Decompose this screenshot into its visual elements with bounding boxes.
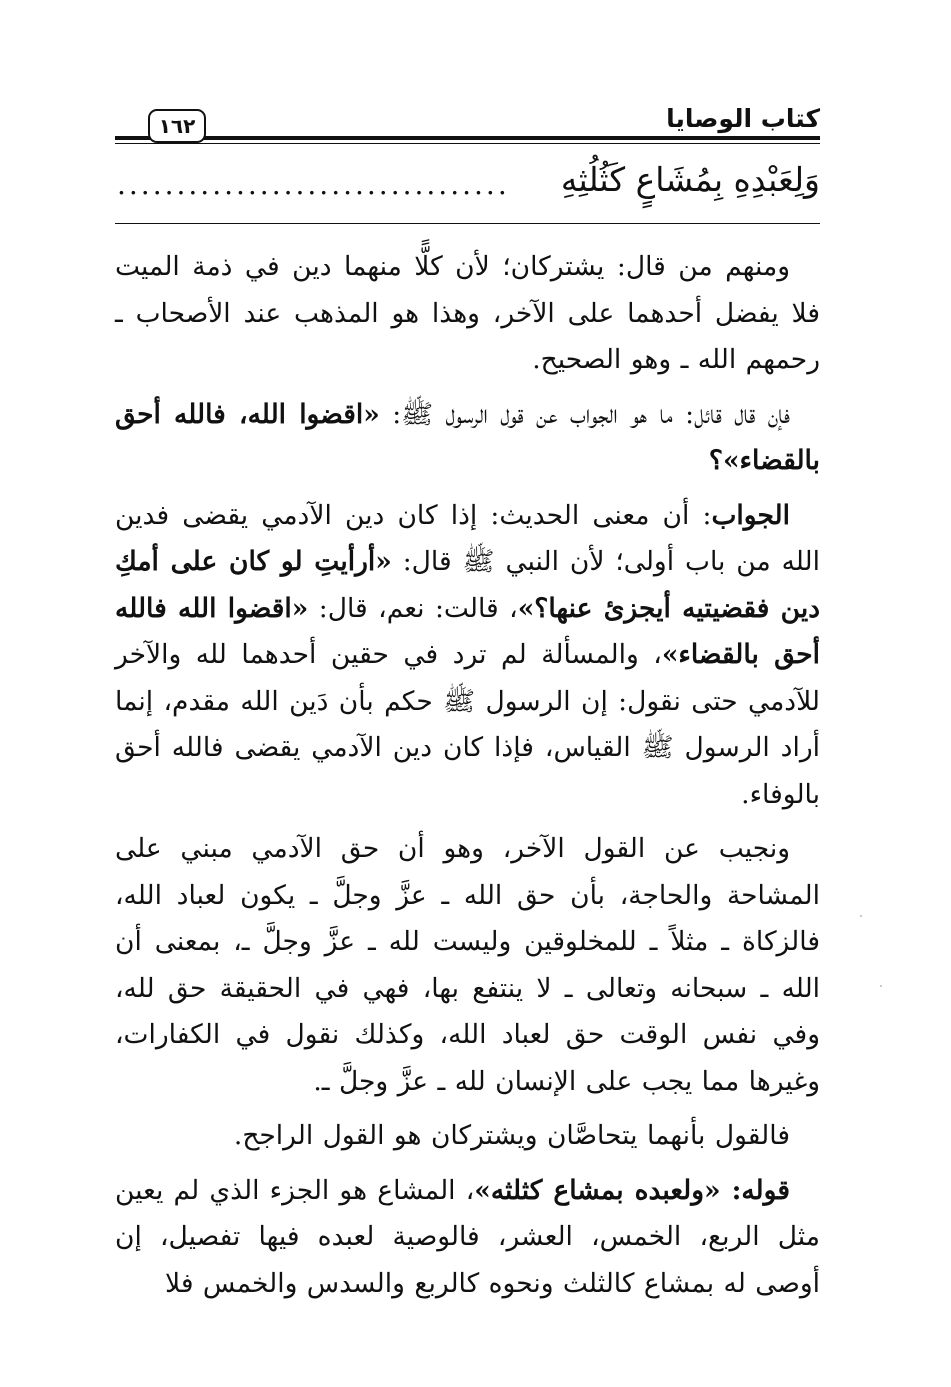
header-rule-thick xyxy=(115,136,820,140)
paragraph xyxy=(115,1168,820,1308)
bold-segment: «اقضوا الله فالله أحق بالقضاء» xyxy=(115,592,820,670)
book-title: كتاب الوصايا xyxy=(666,104,820,133)
matn-line xyxy=(115,148,820,230)
bold-segment: «اقضوا الله، فالله أحق بالقضاء»؟ xyxy=(115,398,820,476)
book-page xyxy=(115,90,820,1315)
header-rule-thin xyxy=(115,143,820,144)
matn-dots: ................................. xyxy=(117,168,510,201)
paragraph xyxy=(115,493,820,819)
bold-segment: «ولعبده بمشاع كثلثه» xyxy=(474,1174,721,1206)
commentary-body xyxy=(115,244,820,1307)
scan-speck xyxy=(860,915,862,917)
paragraph xyxy=(115,392,820,485)
paragraph xyxy=(115,1113,820,1160)
text-segment: فإن قال قائل: ما هو الجواب عن قول الرسول ﷺ: xyxy=(379,398,790,430)
text-segment: ، والمسألة لم ترد في حقين أحدهما لله والآخر للآدمي حتى نقول: إن الرسول ﷺ حكم بأن دَين الله مقدم، إنما أراد الرسول ﷺ القياس، فإذا كان دين الآدمي يقضى فالله أحق بالوفاء. xyxy=(115,639,820,810)
bold-segment: الجواب xyxy=(711,499,790,531)
page-number: ١٦٢ xyxy=(148,109,206,143)
matn-text: وَلِعَبْدِهِ بِمُشَاعٍ كَثُلُثِهِ xyxy=(560,160,820,199)
text-segment: ومنهم من قال: يشتركان؛ لأن كلًّا منهما دين في ذمة الميت فلا يفضل أحدهما على الآخر، وهذا هو المذهب عند الأصحاب ـ رحمهم الله ـ وهو الصحيح. xyxy=(115,251,820,375)
text-segment: ونجيب عن القول الآخر، وهو أن حق الآدمي مبني على المشاحة والحاجة، بأن حق الله ـ عزَّ وجلَّ ـ يكون لعباد الله، فالزكاة ـ مثلاً ـ للمخلوقين وليست لله ـ عزَّ وجلَّ ـ، بمعنى أن الله ـ سبحانه وتعالى ـ لا ينتفع بها، فهي في الحقيقة حق لله، وفي نفس الوقت حق لعباد الله، وكذلك نقول في الكفارات، وغيرها مما يجب على الإنسان لله ـ عزَّ وجلَّ ـ. xyxy=(115,833,820,1097)
scan-speck xyxy=(880,985,882,987)
text-segment: فالقول بأنهما يتحاصَّان ويشتركان هو القول الراجح. xyxy=(233,1120,790,1151)
text-segment: : أن معنى الحديث: إذا كان دين الآدمي يقضى فدين الله من باب أولى؛ لأن النبي ﷺ قال: xyxy=(115,499,820,577)
bold-segment: «أرأيتِ لو كان على أمكِ دين فقضيتيه أيجزئ عنها؟» xyxy=(115,546,820,624)
bold-segment: قوله: xyxy=(720,1174,790,1206)
paragraph xyxy=(115,826,820,1105)
text-segment: ، المشاع هو الجزء الذي لم يعين مثل الربع، الخمس، العشر، فالوصية لعبده فيها تفصيل، إن أوصى له بمشاع كالثلث ونحوه كالربع والسدس والخمس فلا xyxy=(115,1174,820,1299)
matn-rule xyxy=(115,223,820,224)
text-segment: ، قالت: نعم، قال: xyxy=(308,592,518,624)
paragraph xyxy=(115,244,820,384)
page-header xyxy=(115,90,820,148)
